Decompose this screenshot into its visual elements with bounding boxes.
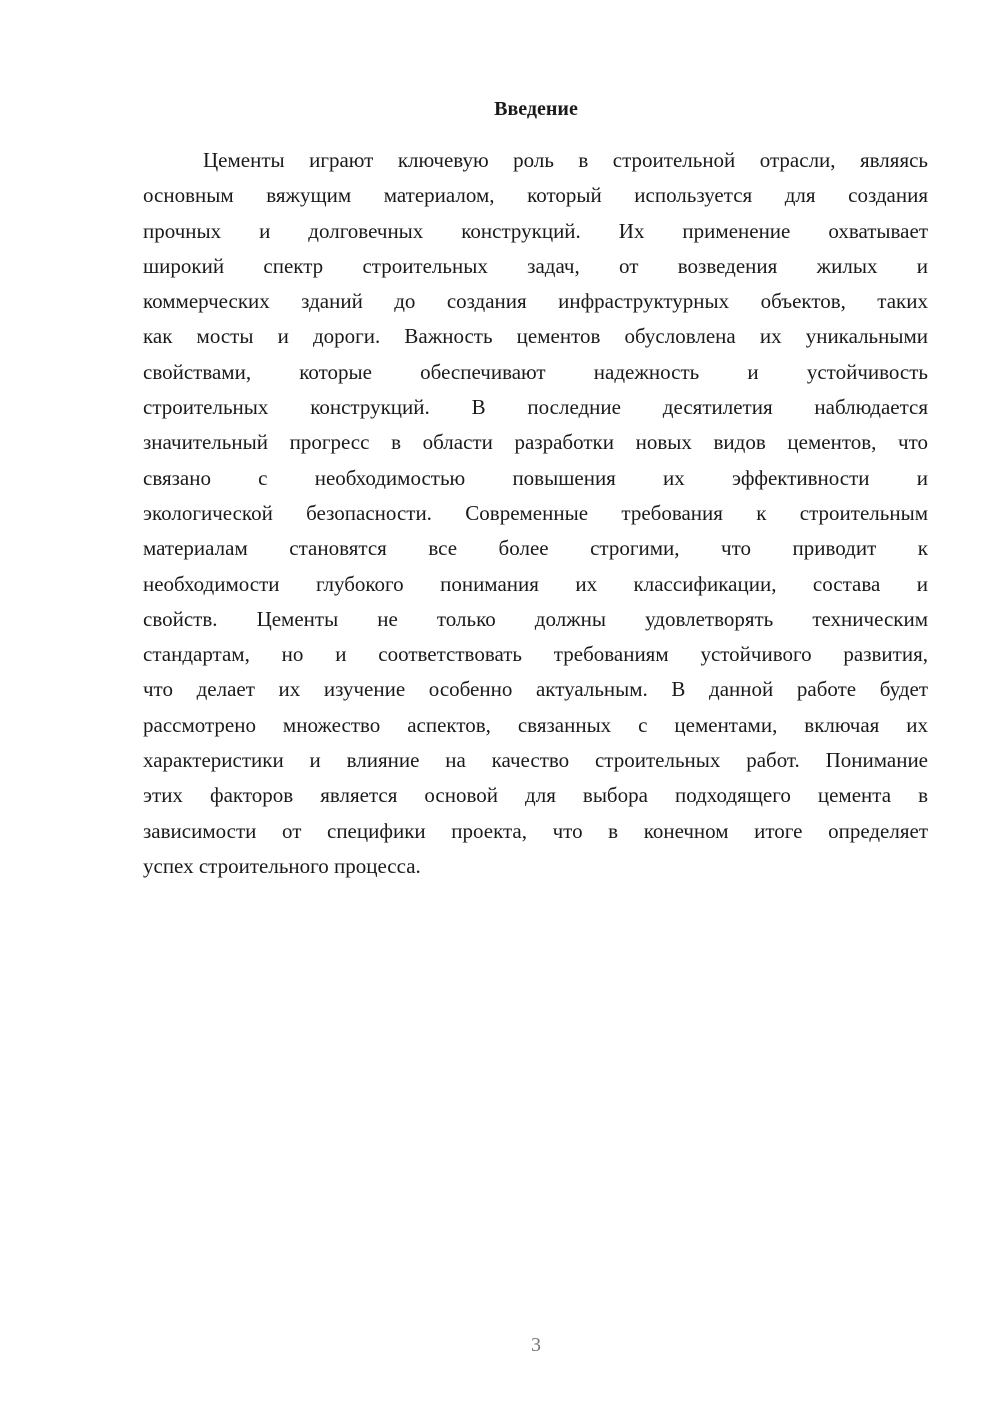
- text-line: как мосты и дороги. Важность цементов обусловлена их уникальными: [143, 324, 928, 349]
- text-line: основным вяжущим материалом, который используется для создания: [143, 183, 928, 208]
- text-line: значительный прогресс в области разработки новых видов цементов, что: [143, 430, 928, 455]
- text-line: необходимости глубокого понимания их классификации, состава и: [143, 571, 928, 596]
- text-line: экологической безопасности. Современные требования к строительным: [143, 500, 928, 525]
- text-line: что делает их изучение особенно актуальным. В данной работе будет: [143, 677, 928, 702]
- text-line: рассмотрено множество аспектов, связанных с цементами, включая их: [143, 712, 928, 737]
- text-line: свойствами, которые обеспечивают надежность и устойчивость: [143, 359, 928, 384]
- page-number: 3: [531, 1334, 541, 1356]
- text-line: широкий спектр строительных задач, от возведения жилых и: [143, 253, 928, 278]
- text-line: строительных конструкций. В последние десятилетия наблюдается: [143, 395, 928, 420]
- text-line: характеристики и влияние на качество строительных работ. Понимание: [143, 748, 928, 773]
- text-line: материалам становятся все более строгими, что приводит к: [143, 536, 928, 561]
- text-line: зависимости от специфики проекта, что в конечном итоге определяет: [143, 818, 928, 843]
- text-line: свойств. Цементы не только должны удовлетворять техническим: [143, 606, 928, 631]
- text-line: этих факторов является основой для выбора подходящего цемента в: [143, 783, 928, 808]
- text-line: прочных и долговечных конструкций. Их применение охватывает: [143, 218, 928, 243]
- text-line: коммерческих зданий до создания инфраструктурных объектов, таких: [143, 289, 928, 314]
- paragraph: [143, 143, 928, 884]
- text-line: стандартам, но и соответствовать требованиям устойчивого развития,: [143, 642, 928, 667]
- section-heading: Введение: [494, 98, 578, 120]
- text-line: успех строительного процесса.: [143, 853, 421, 878]
- text-line: связано с необходимостью повышения их эффективности и: [143, 465, 928, 490]
- text-line: Цементы играют ключевую роль в строительной отрасли, являясь: [203, 148, 928, 172]
